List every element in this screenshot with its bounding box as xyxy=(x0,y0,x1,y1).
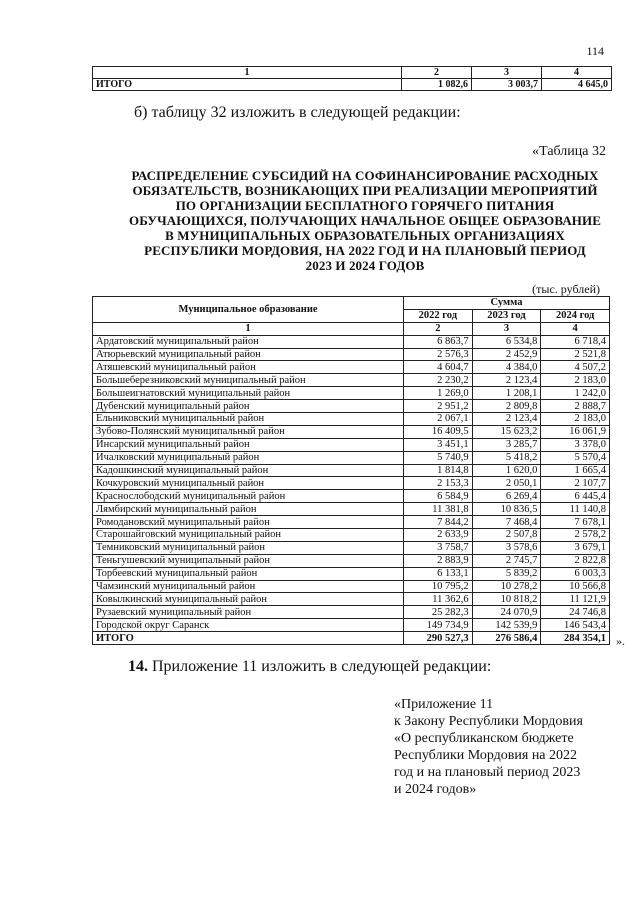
value-2022: 11 362,6 xyxy=(404,593,473,606)
value-2022: 3 451,1 xyxy=(404,438,473,451)
value-2022: 6 133,1 xyxy=(404,567,473,580)
value-2022: 10 795,2 xyxy=(404,580,473,593)
table-row xyxy=(93,580,610,593)
value-2023: 3 285,7 xyxy=(472,438,541,451)
table-title: РАСПРЕДЕЛЕНИЕ СУБСИДИЙ НА СОФИНАНСИРОВАНИЕ РАСХОДНЫХ ОБЯЗАТЕЛЬСТВ, ВОЗНИКАЮЩИХ ПРИ РЕАЛИЗАЦИИ МЕРОПРИЯТИЙ ПО ОРГАНИЗАЦИИ БЕСПЛАТНОГО ГОРЯЧЕГО ПИТАНИЯ ОБУЧАЮЩИХСЯ, ПОЛУЧАЮЩИХ НАЧАЛЬНОЕ ОБЩЕЕ ОБРАЗОВАНИЕ В МУНИЦИПАЛЬНЫХ ОБРАЗОВАТЕЛЬНЫХ ОРГАНИЗАЦИЯХ РЕСПУБЛИКИ МОРДОВИЯ, НА 2022 ГОД И НА ПЛАНОВЫЙ ПЕРИОД 2023 И 2024 ГОДОВ xyxy=(128,168,602,273)
value-2024: 11 140,8 xyxy=(541,503,610,516)
value-2023: 3 578,6 xyxy=(472,541,541,554)
value-2022: 2 067,1 xyxy=(404,413,473,426)
header-year: 2023 год xyxy=(472,309,541,322)
value-2022: 3 758,7 xyxy=(404,541,473,554)
header-municipality: Муниципальное образование xyxy=(93,297,404,323)
total-label: ИТОГО xyxy=(93,79,402,91)
value-2024: 2 107,7 xyxy=(541,477,610,490)
value-2023: 6 269,4 xyxy=(472,490,541,503)
table-row xyxy=(93,335,610,348)
value-2024: 2 822,8 xyxy=(541,554,610,567)
value-2023: 2 123,4 xyxy=(472,374,541,387)
table-row xyxy=(93,348,610,361)
municipality-name: Ковылкинский муниципальный район xyxy=(93,593,404,606)
value-2023: 10 278,2 xyxy=(472,580,541,593)
table-row xyxy=(93,503,610,516)
value-2023: 2 452,9 xyxy=(472,348,541,361)
total-label: ИТОГО xyxy=(93,632,404,645)
table-row xyxy=(93,413,610,426)
total-2023: 276 586,4 xyxy=(472,632,541,645)
table-total-row xyxy=(93,632,610,645)
instruction-text: Приложение 11 изложить в следующей редакции: xyxy=(148,658,492,675)
value-2024: 3 679,1 xyxy=(541,541,610,554)
value-2024: 24 746,8 xyxy=(541,606,610,619)
table-row xyxy=(93,361,610,374)
table-row xyxy=(93,400,610,413)
table-row xyxy=(93,387,610,400)
table-reference: «Таблица 32 xyxy=(532,144,606,159)
header-cell: 4 xyxy=(542,67,612,79)
column-number: 3 xyxy=(472,322,541,335)
total-2022: 290 527,3 xyxy=(404,632,473,645)
value-2022: 7 844,2 xyxy=(404,516,473,529)
municipality-name: Рузаевский муниципальный район xyxy=(93,606,404,619)
value-2024: 2 183,0 xyxy=(541,374,610,387)
value-2023: 15 623,2 xyxy=(472,425,541,438)
table-row xyxy=(93,425,610,438)
value-2022: 6 584,9 xyxy=(404,490,473,503)
previous-table-end xyxy=(92,66,612,91)
value-2024: 2 578,2 xyxy=(541,529,610,542)
value-2023: 142 539,9 xyxy=(472,619,541,632)
total-value: 1 082,6 xyxy=(402,79,472,91)
value-2023: 2 809,8 xyxy=(472,400,541,413)
column-number: 2 xyxy=(404,322,473,335)
value-2023: 5 418,2 xyxy=(472,451,541,464)
value-2024: 2 521,8 xyxy=(541,348,610,361)
municipality-name: Городской округ Саранск xyxy=(93,619,404,632)
value-2023: 10 818,2 xyxy=(472,593,541,606)
table-row xyxy=(93,374,610,387)
header-year: 2024 год xyxy=(541,309,610,322)
municipality-name: Торбеевский муниципальный район xyxy=(93,567,404,580)
value-2023: 10 836,5 xyxy=(472,503,541,516)
value-2024: 3 378,0 xyxy=(541,438,610,451)
municipality-name: Атяшевский муниципальный район xyxy=(93,361,404,374)
value-2022: 2 230,2 xyxy=(404,374,473,387)
appendix-header: «Приложение 11 к Закону Республики Мордовия «О республиканском бюджете Республики Мордовия на 2022 год и на плановый период 2023 и 2024 годов» xyxy=(394,697,583,797)
table-row xyxy=(93,567,610,580)
value-2023: 2 507,8 xyxy=(472,529,541,542)
municipality-name: Ромодановский муниципальный район xyxy=(93,516,404,529)
total-value: 3 003,7 xyxy=(472,79,542,91)
municipality-name: Большеберезниковский муниципальный район xyxy=(93,374,404,387)
value-2023: 4 384,0 xyxy=(472,361,541,374)
value-2024: 2 183,0 xyxy=(541,413,610,426)
value-2022: 2 633,9 xyxy=(404,529,473,542)
value-2023: 7 468,4 xyxy=(472,516,541,529)
value-2024: 6 718,4 xyxy=(541,335,610,348)
municipality-name: Темниковский муниципальный район xyxy=(93,541,404,554)
value-2024: 4 507,2 xyxy=(541,361,610,374)
table-row xyxy=(93,554,610,567)
value-2023: 2 050,1 xyxy=(472,477,541,490)
value-2022: 2 883,9 xyxy=(404,554,473,567)
municipality-name: Зубово-Полянский муниципальный район xyxy=(93,425,404,438)
item-number: 14. xyxy=(128,658,148,675)
municipality-name: Ельниковский муниципальный район xyxy=(93,413,404,426)
municipality-name: Ичалковский муниципальный район xyxy=(93,451,404,464)
total-value: 4 645,0 xyxy=(542,79,612,91)
header-cell: 3 xyxy=(472,67,542,79)
table-row xyxy=(93,438,610,451)
value-2024: 2 888,7 xyxy=(541,400,610,413)
value-2022: 4 604,7 xyxy=(404,361,473,374)
value-2023: 2 123,4 xyxy=(472,413,541,426)
table-row xyxy=(93,529,610,542)
value-2022: 5 740,9 xyxy=(404,451,473,464)
value-2024: 1 242,0 xyxy=(541,387,610,400)
table-row xyxy=(93,619,610,632)
value-2022: 6 863,7 xyxy=(404,335,473,348)
municipality-name: Ардатовский муниципальный район xyxy=(93,335,404,348)
municipality-name: Кочкуровский муниципальный район xyxy=(93,477,404,490)
value-2024: 1 665,4 xyxy=(541,464,610,477)
value-2024: 146 543,4 xyxy=(541,619,610,632)
table-row xyxy=(93,606,610,619)
total-2024: 284 354,1 xyxy=(541,632,610,645)
value-2022: 11 381,8 xyxy=(404,503,473,516)
header-cell: 1 xyxy=(93,67,402,79)
municipality-name: Атюрьевский муниципальный район xyxy=(93,348,404,361)
value-2023: 2 745,7 xyxy=(472,554,541,567)
value-2022: 1 269,0 xyxy=(404,387,473,400)
value-2024: 16 061,9 xyxy=(541,425,610,438)
table-row xyxy=(93,490,610,503)
value-2024: 10 566,8 xyxy=(541,580,610,593)
header-cell: 2 xyxy=(402,67,472,79)
municipality-name: Чамзинский муниципальный район xyxy=(93,580,404,593)
subsidy-table xyxy=(92,296,610,645)
table-row xyxy=(93,451,610,464)
instruction-paragraph: б) таблицу 32 изложить в следующей редакции: xyxy=(134,104,461,121)
value-2023: 24 070,9 xyxy=(472,606,541,619)
value-2023: 6 534,8 xyxy=(472,335,541,348)
municipality-name: Большеигнатовский муниципальный район xyxy=(93,387,404,400)
table-body xyxy=(93,335,610,631)
table-header-row xyxy=(93,67,612,79)
value-2022: 25 282,3 xyxy=(404,606,473,619)
table-total-row xyxy=(93,79,612,91)
header-year: 2022 год xyxy=(404,309,473,322)
value-2023: 1 620,0 xyxy=(472,464,541,477)
municipality-name: Кадошкинский муниципальный район xyxy=(93,464,404,477)
instruction-14 xyxy=(128,658,491,676)
table-row xyxy=(93,477,610,490)
value-2024: 11 121,9 xyxy=(541,593,610,606)
value-2023: 1 208,1 xyxy=(472,387,541,400)
value-2023: 5 839,2 xyxy=(472,567,541,580)
closing-quote: ». xyxy=(616,634,625,648)
units-label: (тыс. рублей) xyxy=(532,282,600,296)
column-number: 4 xyxy=(541,322,610,335)
table-header-row xyxy=(93,297,610,310)
municipality-name: Краснослободский муниципальный район xyxy=(93,490,404,503)
table-row xyxy=(93,593,610,606)
column-number: 1 xyxy=(93,322,404,335)
municipality-name: Теньгушевский муниципальный район xyxy=(93,554,404,567)
value-2024: 6 003,3 xyxy=(541,567,610,580)
header-sum: Сумма xyxy=(404,297,610,310)
value-2022: 2 576,3 xyxy=(404,348,473,361)
municipality-name: Лямбирский муниципальный район xyxy=(93,503,404,516)
value-2024: 6 445,4 xyxy=(541,490,610,503)
municipality-name: Старошайговский муниципальный район xyxy=(93,529,404,542)
value-2022: 2 153,3 xyxy=(404,477,473,490)
table-number-row xyxy=(93,322,610,335)
table-row xyxy=(93,464,610,477)
table-row xyxy=(93,541,610,554)
page-number: 114 xyxy=(586,44,604,58)
municipality-name: Инсарский муниципальный район xyxy=(93,438,404,451)
value-2024: 5 570,4 xyxy=(541,451,610,464)
value-2022: 1 814,8 xyxy=(404,464,473,477)
value-2024: 7 678,1 xyxy=(541,516,610,529)
value-2022: 2 951,2 xyxy=(404,400,473,413)
municipality-name: Дубенский муниципальный район xyxy=(93,400,404,413)
table-row xyxy=(93,516,610,529)
value-2022: 16 409,5 xyxy=(404,425,473,438)
value-2022: 149 734,9 xyxy=(404,619,473,632)
